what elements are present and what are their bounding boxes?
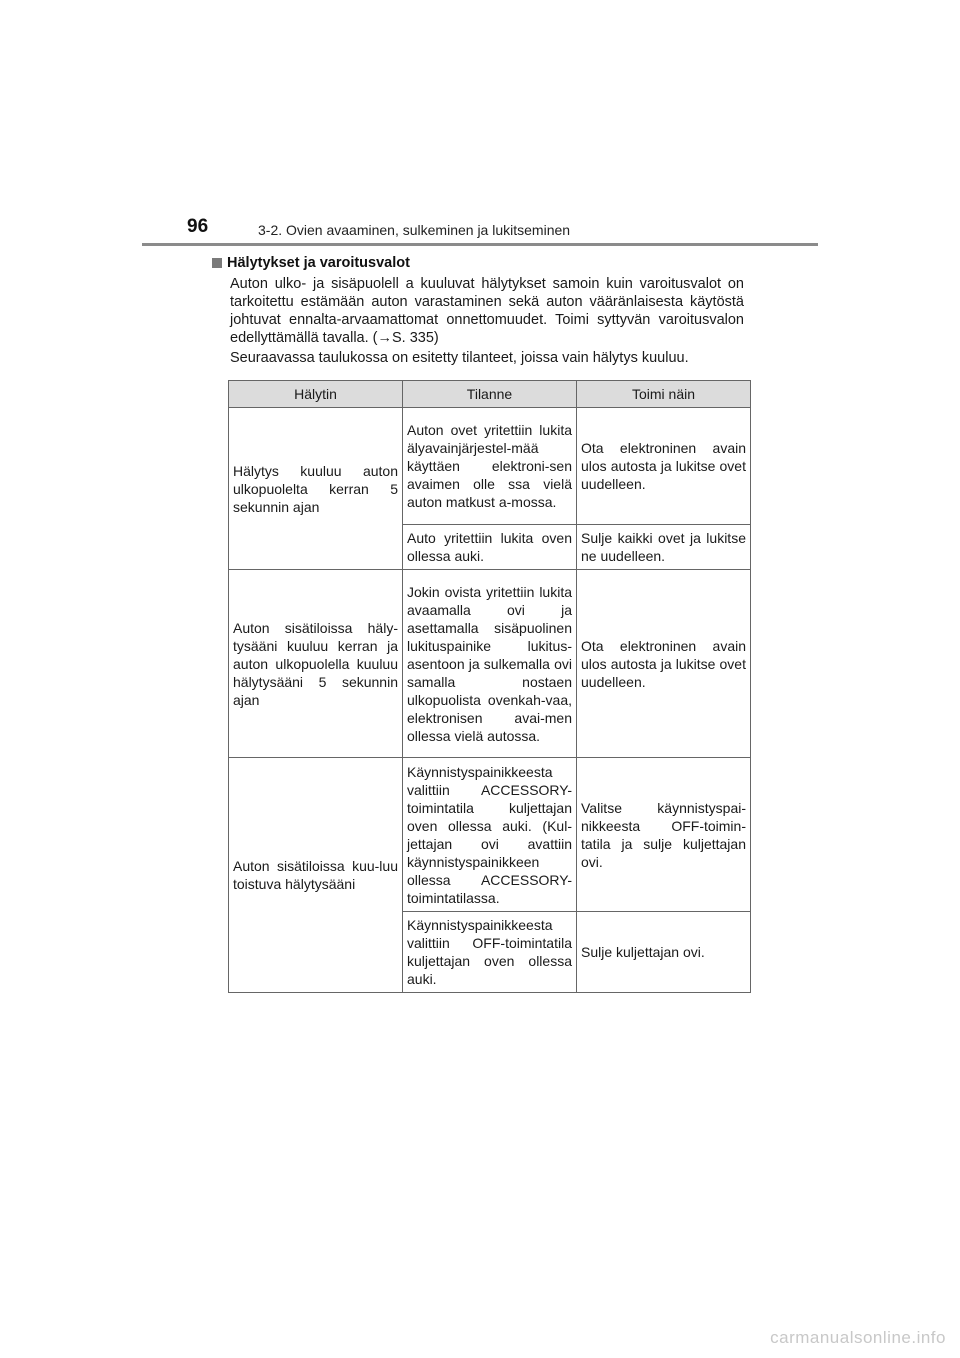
alarm-cell: Auton sisätiloissa häly-tysääni kuuluu kerran ja auton ulkopuolella kuuluu hälytysääni 5 sekunnin ajan xyxy=(229,570,403,758)
table-header-row xyxy=(229,381,751,408)
table-row xyxy=(229,758,751,912)
situation-cell: Käynnistyspainikkeesta valittiin OFF-toimintatila kuljettajan oven ollessa auki. xyxy=(403,912,577,993)
section-heading xyxy=(212,255,410,271)
section-title: 3-2. Ovien avaaminen, sulkeminen ja lukitseminen xyxy=(258,222,571,238)
action-cell: Sulje kuljettajan ovi. xyxy=(577,912,751,993)
situation-cell: Käynnistyspainikkeesta valittiin ACCESSORY-toimintatila kuljettajan oven ollessa auki. (Kul-jettajan ovi avattiin käynnistyspainikkeen ollessa ACCESSORY-toimintatilassa. xyxy=(403,758,577,912)
square-bullet-icon xyxy=(212,258,222,268)
page-number: 96 xyxy=(187,216,209,237)
action-cell: Ota elektroninen avain ulos autosta ja lukitse ovet uudelleen. xyxy=(577,570,751,758)
table-row xyxy=(229,570,751,758)
watermark: carmanualsonline.info xyxy=(770,1328,946,1347)
alarm-cell: Hälytys kuuluu auton ulkopuolelta kerran 5 sekunnin ajan xyxy=(229,408,403,570)
action-cell: Valitse käynnistyspai-nikkeesta OFF-toimin-tatila ja sulje kuljettajan ovi. xyxy=(577,758,751,912)
situation-cell: Auton ovet yritettiin lukita älyavainjärjestel-mää käyttäen elektroni-sen avaimen olle ssa vielä auton matkust a-mossa. xyxy=(403,408,577,525)
alarm-table xyxy=(228,380,751,993)
action-cell: Sulje kaikki ovet ja lukitse ne uudelleen. xyxy=(577,525,751,570)
situation-cell: Auto yritettiin lukita oven ollessa auki. xyxy=(403,525,577,570)
intro-paragraph: Auton ulko- ja sisäpuolell a kuuluvat hälytykset samoin kuin varoitusvalot on tarkoitettu estämään auton varastaminen sekä auton vääränlaisesta käytöstä johtuvat ennalta-arvaamattomat onnettomuudet. Toimi syttyvän varoitusvalon edellyttämällä tavalla. (→S. 335) xyxy=(230,276,744,346)
alarm-cell: Auton sisätiloissa kuu-luu toistuva hälytysääni xyxy=(229,758,403,993)
header-rule xyxy=(142,243,818,246)
column-header: Hälytin xyxy=(229,381,403,408)
column-header: Tilanne xyxy=(403,381,577,408)
table-row xyxy=(229,408,751,525)
action-cell: Ota elektroninen avain ulos autosta ja lukitse ovet uudelleen. xyxy=(577,408,751,525)
situation-cell: Jokin ovista yritettiin lukita avaamalla ovi ja asettamalla sisäpuolinen lukituspainike lukitus-asentoon ja sulkemalla ovi samalla nostaen ulkopuolista ovenkah-vaa, elektronisen avai-men ollessa vielä autossa. xyxy=(403,570,577,758)
column-header: Toimi näin xyxy=(577,381,751,408)
table-intro-paragraph: Seuraavassa taulukossa on esitetty tilanteet, joissa vain hälytys kuuluu. xyxy=(230,350,689,366)
heading-text: Hälytykset ja varoitusvalot xyxy=(227,255,410,271)
